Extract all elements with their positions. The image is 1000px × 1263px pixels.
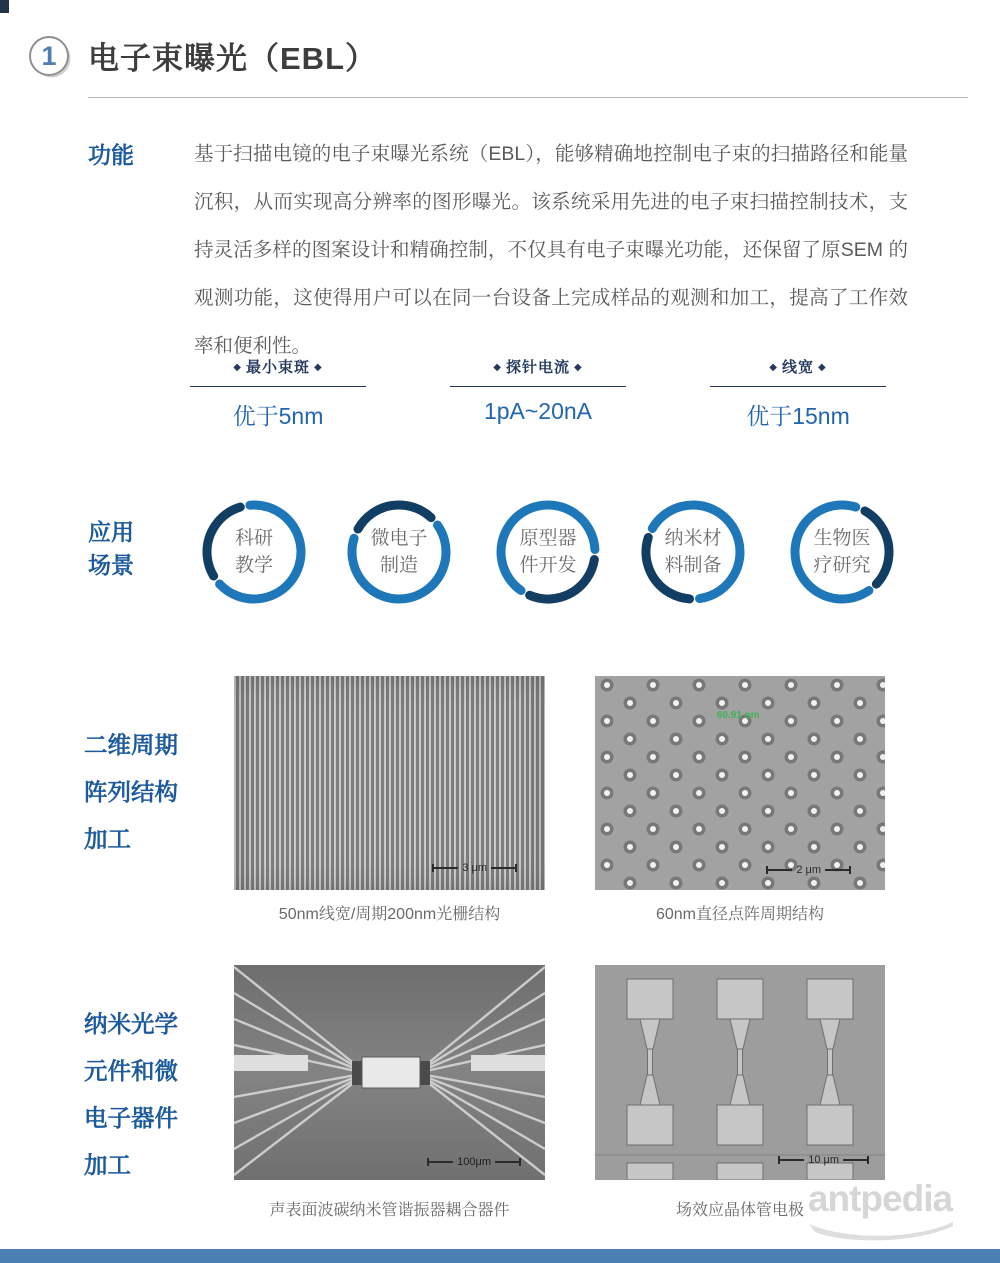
diamond-icon: ◆ [769, 362, 778, 373]
image-caption: 50nm线宽/周期200nm光栅结构 [278, 906, 501, 923]
application-badge-text: 微电子 制造 [370, 528, 428, 576]
spec-label: 线宽 [781, 359, 814, 376]
image-caption: 场效应晶体管电极 [675, 1202, 804, 1219]
scale-bar: 10 μm [778, 1154, 869, 1166]
application-badge-text: 科研 教学 [234, 528, 273, 576]
watermark-text: antpedia [807, 1178, 953, 1219]
applications-label-line2: 场景 [88, 552, 134, 578]
function-label: 功能 [88, 142, 134, 168]
spec-min-beam-spot [178, 356, 378, 431]
spec-header [710, 356, 886, 387]
antpedia-watermark-logo [800, 1178, 960, 1247]
application-badge-text: 原型器 件开发 [519, 528, 577, 576]
corner-accent-mark [0, 0, 9, 13]
diamond-icon: ◆ [493, 362, 502, 373]
spec-linewidth [698, 356, 898, 431]
applications-label-line1: 应用 [88, 519, 134, 545]
title-divider [88, 97, 968, 98]
spec-value: 1pA~20nA [483, 398, 593, 424]
footer-accent-bar [0, 1249, 1000, 1263]
diamond-icon: ◆ [818, 362, 827, 373]
applications-label [88, 516, 134, 582]
spec-row [178, 356, 898, 431]
sem-image-fet-electrodes [595, 965, 885, 1180]
application-badge-text: 纳米材 料制备 [664, 528, 722, 576]
fet-electrodes-graphic [595, 965, 885, 1180]
application-badge-text: 生物医 疗研究 [813, 528, 871, 576]
image-caption: 声表面波碳纳米管谐振器耦合器件 [269, 1202, 510, 1219]
application-badge-biomedical [789, 499, 895, 605]
scale-bar: 100μm [427, 1156, 521, 1168]
application-badge-research-teaching [201, 499, 307, 605]
application-badge-nanomaterials [640, 499, 746, 605]
application-badge-microelectronics [346, 499, 452, 605]
section-number-badge [29, 36, 69, 76]
spec-label: 最小束斑 [245, 359, 310, 376]
function-paragraph: 基于扫描电镜的电子束曝光系统（EBL），能够精确地控制电子束的扫描路径和能量沉积，从而实现高分辨率的图形曝光。该系统采用先进的电子束扫描控制技术，支持灵活多样的图案设计和精确控制，不仅具有电子束曝光功能，还保留了原SEM 的观测功能，这使得用户可以在同一台设备上完成样品的观测和加工，提高了工作效率和便利性。 [194, 143, 908, 357]
diamond-icon: ◆ [314, 362, 323, 373]
section-number: 1 [41, 40, 57, 71]
spec-header [450, 356, 626, 387]
scale-bar: 2 μm [766, 864, 851, 876]
sem-image-dot-array [595, 676, 885, 890]
sem-image-saw-resonator [234, 965, 545, 1180]
diamond-icon: ◆ [574, 362, 583, 373]
sem-image-grating [234, 676, 545, 890]
measurement-annotation: 60.91 nm [716, 710, 760, 722]
image-caption: 60nm直径点阵周期结构 [655, 906, 825, 923]
dot-array-graphic [595, 676, 885, 890]
spec-value: 优于15nm [746, 403, 850, 429]
section1-label: 二维周期 阵列结构 加工 [84, 732, 178, 852]
spec-header [190, 356, 366, 387]
saw-resonator-graphic [234, 965, 545, 1180]
spec-value: 优于5nm [232, 403, 324, 429]
scale-bar: 3 μm [432, 862, 517, 874]
diamond-icon: ◆ [233, 362, 242, 373]
section2-label: 纳米光学 元件和微 电子器件 加工 [84, 1011, 178, 1178]
spec-probe-current [438, 356, 638, 431]
page-title: 电子束曝光（EBL） [88, 41, 377, 76]
spec-label: 探针电流 [505, 359, 570, 376]
application-badge-prototype-devices [495, 499, 601, 605]
watermark-swoosh-icon [805, 1220, 955, 1242]
